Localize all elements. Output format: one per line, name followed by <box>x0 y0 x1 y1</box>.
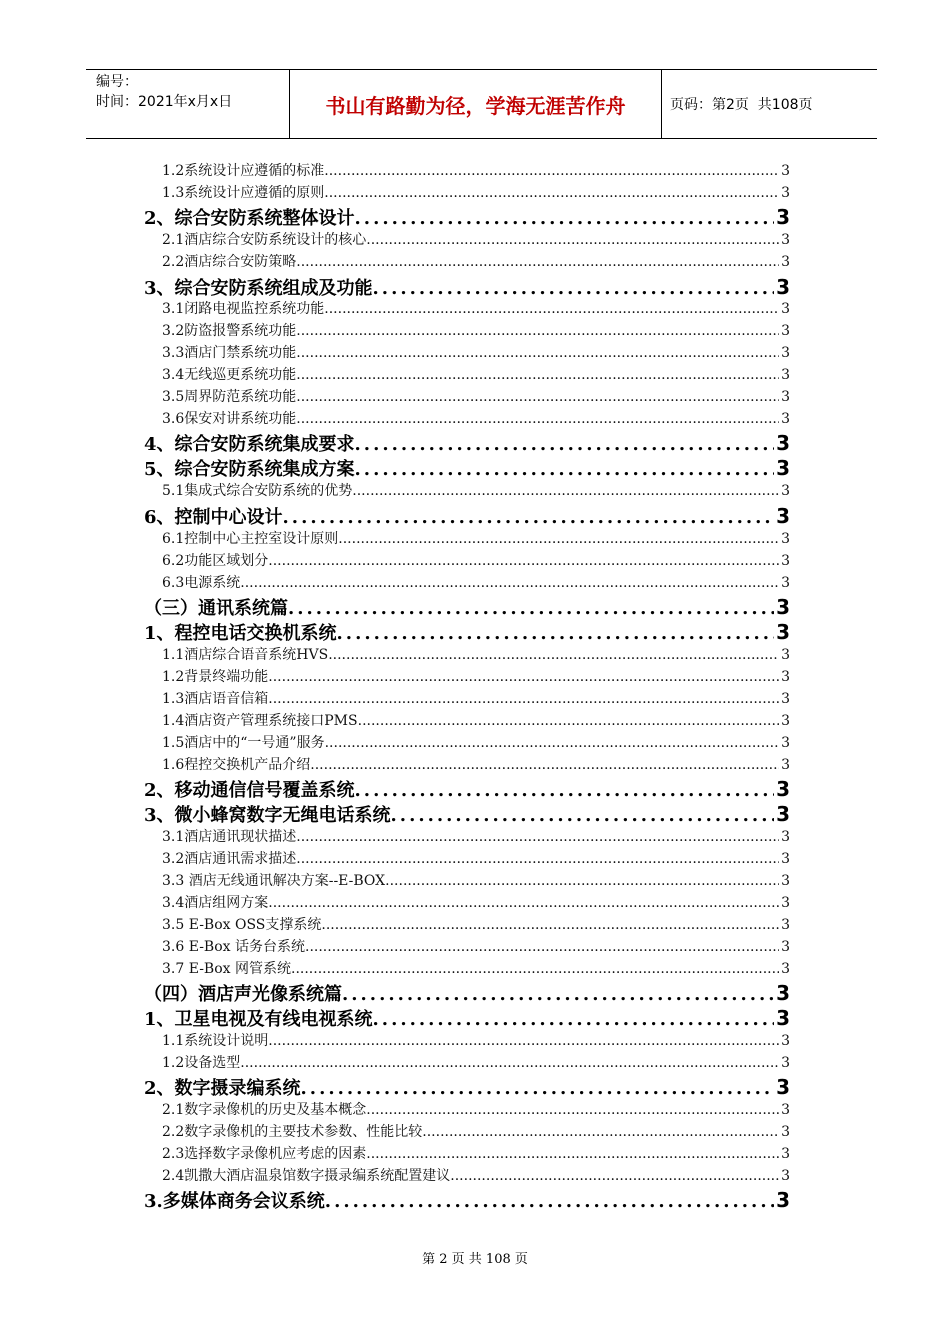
toc-entry-title: 2、移动通信信号覆盖系统 <box>144 780 355 801</box>
toc-entry-title: 3、微小蜂窝数字无绳电话系统 <box>144 805 391 826</box>
toc-entry-title: 3.2酒店通讯需求描述 <box>162 851 297 867</box>
toc-entry-page: 3 <box>781 301 790 317</box>
header-motto: 书山有路勤为径，学海无涯苦作舟 <box>289 70 662 138</box>
toc-entry[interactable] <box>162 408 790 428</box>
toc-leader-dots <box>324 301 779 317</box>
toc-entry-title: 3.2防盗报警系统功能 <box>162 323 297 339</box>
toc-entry-page: 3 <box>776 981 790 1005</box>
toc-entry[interactable] <box>162 364 790 384</box>
toc-entry-page: 3 <box>781 917 790 933</box>
toc-entry-page: 3 <box>776 1188 790 1212</box>
toc-entry-page: 3 <box>781 483 790 499</box>
toc-entry[interactable] <box>162 710 790 730</box>
toc-entry-page: 3 <box>781 1102 790 1118</box>
toc-entry-title: 1.6程控交换机产品介绍 <box>162 757 311 773</box>
toc-entry-title: 1.1酒店综合语音系统HVS <box>162 647 329 663</box>
toc-entry[interactable] <box>162 572 790 592</box>
code-label: 编号： <box>96 74 138 90</box>
toc-entry[interactable] <box>144 1187 790 1211</box>
toc-entry-title: 3.7 E-Box 网管系统 <box>162 961 291 977</box>
toc-leader-dots <box>296 367 779 383</box>
toc-entry[interactable] <box>144 619 790 643</box>
toc-leader-dots <box>268 1033 779 1049</box>
toc-leader-dots <box>268 691 779 707</box>
toc-leader-dots <box>373 1009 775 1030</box>
toc-entry-title: 1.4酒店资产管理系统接口PMS <box>162 713 358 729</box>
toc-entry-title: 1.3系统设计应遵循的原则 <box>162 185 325 201</box>
toc-leader-dots <box>391 805 775 826</box>
toc-entry-page: 3 <box>781 895 790 911</box>
toc-entry-page: 3 <box>776 595 790 619</box>
toc-entry-page: 3 <box>776 275 790 299</box>
toc-entry-title: 4、综合安防系统集成要求 <box>144 434 355 455</box>
toc-entry-page: 3 <box>776 1075 790 1099</box>
toc-entry-page: 3 <box>781 757 790 773</box>
toc-entry-page: 3 <box>776 802 790 826</box>
toc-entry-page: 3 <box>776 777 790 801</box>
toc-entry-page: 3 <box>776 504 790 528</box>
toc-leader-dots <box>366 1102 779 1118</box>
toc-leader-dots <box>296 851 779 867</box>
toc-entry-title: 3.5 E-Box OSS支撑系统 <box>162 917 322 933</box>
toc-entry-title: 2、综合安防系统整体设计 <box>144 208 355 229</box>
toc-entry[interactable] <box>162 1052 790 1072</box>
toc-entry-title: 2.3选择数字录像机应考虑的因素 <box>162 1146 367 1162</box>
toc-entry-title: 3.4酒店组网方案 <box>162 895 269 911</box>
toc-entry-title: 1、卫星电视及有线电视系统 <box>144 1009 373 1030</box>
toc-entry-title: 1.2设备选型 <box>162 1055 241 1071</box>
toc-leader-dots <box>296 254 779 270</box>
toc-entry-page: 3 <box>781 575 790 591</box>
toc-entry-title: 3.多媒体商务会议系统 <box>144 1191 325 1212</box>
toc-entry[interactable] <box>162 1143 790 1163</box>
toc-entry-page: 3 <box>781 185 790 201</box>
toc-entry-page: 3 <box>781 1033 790 1049</box>
toc-entry[interactable] <box>144 594 790 618</box>
toc-leader-dots <box>268 895 779 911</box>
toc-entry-page: 3 <box>776 1006 790 1030</box>
toc-leader-dots <box>310 757 779 773</box>
toc-entry[interactable] <box>162 892 790 912</box>
toc-entry-page: 3 <box>776 431 790 455</box>
toc-entry-title: 1、程控电话交换机系统 <box>144 623 337 644</box>
toc-leader-dots <box>342 984 774 1005</box>
toc-entry[interactable] <box>144 1074 790 1098</box>
toc-entry-title: 3.4无线巡更系统功能 <box>162 367 297 383</box>
toc-entry[interactable] <box>144 430 790 454</box>
toc-entry[interactable] <box>162 1099 790 1119</box>
toc-entry-page: 3 <box>781 553 790 569</box>
toc-leader-dots <box>240 1055 779 1071</box>
toc-leader-dots <box>324 163 779 179</box>
toc-entry-title: 2.2数字录像机的主要技术参数、性能比较 <box>162 1124 423 1140</box>
toc-entry-title: 2.4凯撒大酒店温泉馆数字摄录编系统配置建议 <box>162 1168 451 1184</box>
toc-leader-dots <box>283 507 775 528</box>
toc-entry-page: 3 <box>781 531 790 547</box>
toc-entry-page: 3 <box>781 367 790 383</box>
toc-entry-title: 2.1酒店综合安防系统设计的核心 <box>162 232 367 248</box>
toc-leader-dots <box>328 647 779 663</box>
toc-leader-dots <box>296 323 779 339</box>
toc-entry-title: 2.2酒店综合安防策略 <box>162 254 297 270</box>
toc-entry-page: 3 <box>781 713 790 729</box>
toc-entry[interactable] <box>162 1030 790 1050</box>
toc-leader-dots <box>268 553 779 569</box>
toc-entry[interactable] <box>162 342 790 362</box>
toc-entry[interactable] <box>144 980 790 1004</box>
toc-leader-dots <box>366 1146 779 1162</box>
toc-entry[interactable] <box>162 848 790 868</box>
toc-entry-title: 3.3 酒店无线通讯解决方案--E-BOX <box>162 873 386 889</box>
toc-leader-dots <box>373 278 775 299</box>
toc-entry-title: 3.6 E-Box 话务台系统 <box>162 939 305 955</box>
toc-entry[interactable] <box>144 503 790 527</box>
toc-entry-page: 3 <box>781 1168 790 1184</box>
toc-entry[interactable] <box>162 936 790 956</box>
toc-entry-page: 3 <box>781 411 790 427</box>
toc-entry-page: 3 <box>781 1146 790 1162</box>
toc-entry[interactable] <box>162 826 790 846</box>
toc-entry-title: 6、控制中心设计 <box>144 507 283 528</box>
toc-entry[interactable] <box>162 914 790 934</box>
toc-entry-title: 2.1数字录像机的历史及基本概念 <box>162 1102 367 1118</box>
toc-leader-dots <box>288 598 774 619</box>
toc-entry-title: 3.3酒店门禁系统功能 <box>162 345 297 361</box>
toc-entry-page: 3 <box>781 691 790 707</box>
toc-leader-dots <box>338 531 779 547</box>
toc-entry[interactable] <box>162 528 790 548</box>
toc-entry-page: 3 <box>781 873 790 889</box>
toc-leader-dots <box>240 575 779 591</box>
toc-entry-page: 3 <box>776 620 790 644</box>
toc-entry[interactable] <box>162 320 790 340</box>
toc-entry-page: 3 <box>781 961 790 977</box>
toc-entry-title: 6.3电源系统 <box>162 575 241 591</box>
toc-leader-dots <box>366 232 779 248</box>
toc-entry-title: 1.3酒店语音信箱 <box>162 691 269 707</box>
toc-entry-page: 3 <box>781 345 790 361</box>
toc-leader-dots <box>450 1168 779 1184</box>
toc-entry[interactable] <box>144 204 790 228</box>
toc-entry[interactable] <box>162 1121 790 1141</box>
toc-entry-page: 3 <box>781 232 790 248</box>
toc-leader-dots <box>422 1124 779 1140</box>
toc-leader-dots <box>337 623 775 644</box>
toc-entry-title: （三）通讯系统篇 <box>144 598 288 619</box>
toc-entry[interactable] <box>144 274 790 298</box>
toc-entry[interactable] <box>162 251 790 271</box>
toc-entry-title: 6.1控制中心主控室设计原则 <box>162 531 339 547</box>
toc-leader-dots <box>305 939 779 955</box>
toc-entry[interactable] <box>162 1165 790 1185</box>
toc-leader-dots <box>325 1191 774 1212</box>
toc-entry-page: 3 <box>781 735 790 751</box>
toc-entry-title: 3.1酒店通讯现状描述 <box>162 829 297 845</box>
toc-entry[interactable] <box>162 386 790 406</box>
toc-leader-dots <box>355 208 775 229</box>
toc-leader-dots <box>355 459 775 480</box>
toc-entry[interactable] <box>162 688 790 708</box>
toc-entry-page: 3 <box>781 939 790 955</box>
toc-leader-dots <box>296 829 779 845</box>
toc-entry-title: 5、综合安防系统集成方案 <box>144 459 355 480</box>
toc-entry-page: 3 <box>781 323 790 339</box>
toc-entry[interactable] <box>162 480 790 500</box>
toc-entry-title: 2、数字摄录编系统 <box>144 1078 301 1099</box>
time-label: 时间：2021年x月x日 <box>96 94 233 110</box>
toc-entry[interactable] <box>144 1005 790 1029</box>
toc-leader-dots <box>355 780 775 801</box>
toc-leader-dots <box>301 1078 775 1099</box>
toc-entry-page: 3 <box>781 669 790 685</box>
toc-leader-dots <box>325 735 779 751</box>
toc-entry-title: 1.1系统设计说明 <box>162 1033 269 1049</box>
toc-entry[interactable] <box>162 958 790 978</box>
toc-entry-title: 3.6保安对讲系统功能 <box>162 411 297 427</box>
toc-entry-title: 6.2功能区域划分 <box>162 553 269 569</box>
toc-entry-title: 3、综合安防系统组成及功能 <box>144 278 373 299</box>
toc-entry-page: 3 <box>776 456 790 480</box>
toc-entry[interactable] <box>144 455 790 479</box>
toc-entry[interactable] <box>144 776 790 800</box>
page-header <box>86 69 877 139</box>
toc-entry-page: 3 <box>781 829 790 845</box>
toc-entry-page: 3 <box>781 851 790 867</box>
toc-leader-dots <box>291 961 779 977</box>
toc-entry-page: 3 <box>781 1124 790 1140</box>
toc-entry[interactable] <box>162 229 790 249</box>
toc-entry[interactable] <box>162 666 790 686</box>
toc-leader-dots <box>296 411 779 427</box>
toc-leader-dots <box>321 917 779 933</box>
page-footer <box>0 1248 950 1267</box>
toc-entry-page: 3 <box>776 205 790 229</box>
toc-entry[interactable] <box>162 754 790 774</box>
toc-entry[interactable] <box>162 732 790 752</box>
toc-leader-dots <box>385 873 779 889</box>
toc-entry-page: 3 <box>781 254 790 270</box>
toc-leader-dots <box>352 483 779 499</box>
toc-entry-page: 3 <box>781 389 790 405</box>
toc-entry[interactable] <box>144 801 790 825</box>
footer-page-number: 第 2 页 共 108 页 <box>422 1252 528 1267</box>
header-page-number <box>662 70 877 138</box>
toc-entry[interactable] <box>162 298 790 318</box>
toc-leader-dots <box>268 669 779 685</box>
toc-leader-dots <box>324 185 779 201</box>
toc-entry[interactable] <box>162 644 790 664</box>
toc-entry-page: 3 <box>781 647 790 663</box>
toc-entry[interactable] <box>162 550 790 570</box>
toc-leader-dots <box>355 434 775 455</box>
toc-entry[interactable] <box>162 870 790 890</box>
page-label: 页码：第2页 共108页 <box>670 97 813 113</box>
toc-entry-title: 1.2背景终端功能 <box>162 669 269 685</box>
header-meta <box>86 70 289 138</box>
toc-entry-title: 5.1集成式综合安防系统的优势 <box>162 483 353 499</box>
toc-entry-title: 3.5周界防范系统功能 <box>162 389 297 405</box>
toc-entry[interactable] <box>162 182 790 202</box>
toc-entry-title: 1.5酒店中的“一号通”服务 <box>162 735 325 751</box>
toc-entry-title: （四）酒店声光像系统篇 <box>144 984 342 1005</box>
toc-entry-title: 3.1闭路电视监控系统功能 <box>162 301 325 317</box>
toc-entry-title: 1.2系统设计应遵循的标准 <box>162 163 325 179</box>
toc-entry[interactable] <box>162 160 790 180</box>
toc-entry-page: 3 <box>781 163 790 179</box>
toc-leader-dots <box>296 345 779 361</box>
toc-leader-dots <box>296 389 779 405</box>
toc-leader-dots <box>358 713 779 729</box>
toc-entry-page: 3 <box>781 1055 790 1071</box>
